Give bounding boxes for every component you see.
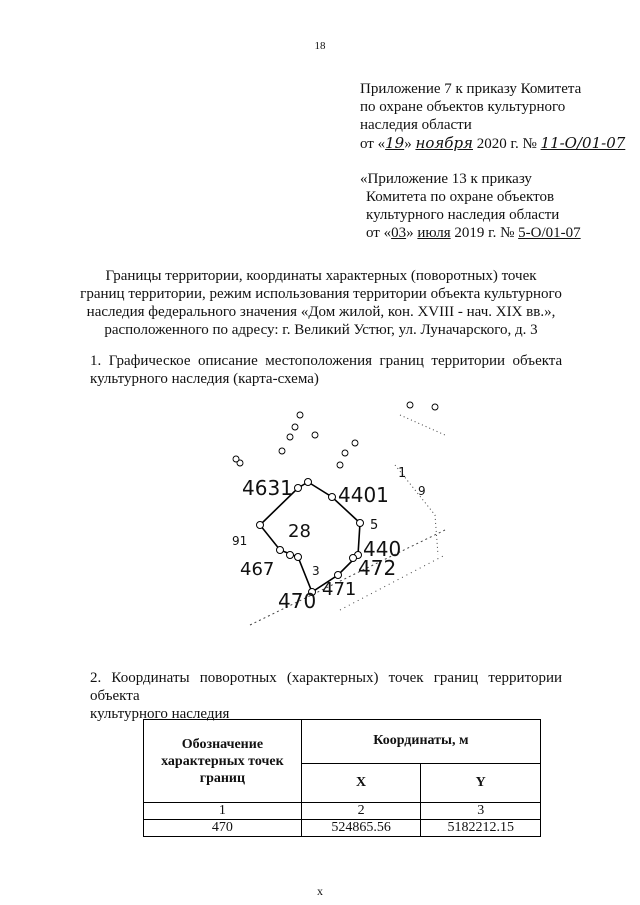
x-cell: 524865.56 xyxy=(301,820,421,837)
appendix-7-line2: по охране объектов культурного xyxy=(360,99,566,115)
date-mid: » xyxy=(406,225,414,241)
parcel-labels xyxy=(232,466,426,613)
survey-points xyxy=(233,402,438,468)
coordinates-table xyxy=(143,719,541,837)
date-day: 03 xyxy=(391,225,407,241)
parcel-28-label: 28 xyxy=(288,521,311,542)
title-line2: границ территории, режим использования территории объекта культурного xyxy=(80,286,562,302)
date-prefix: от « xyxy=(366,225,392,241)
section-1-heading xyxy=(90,352,562,388)
date-prefix: от « xyxy=(360,136,386,152)
appendix-7-line1: Приложение 7 к приказу Комитета xyxy=(360,81,582,97)
label-9: 9 xyxy=(418,484,426,498)
date-mid: » xyxy=(404,136,412,152)
boundary-map-scheme xyxy=(220,395,450,635)
point-472-label: 472 xyxy=(358,556,397,580)
label-3: 3 xyxy=(312,564,320,578)
appendix-13-line1: «Приложение 13 к приказу xyxy=(360,171,532,187)
order-number: 5-О/01-07 xyxy=(518,225,581,241)
appendix-13-date xyxy=(360,224,581,242)
label-5: 5 xyxy=(370,518,379,533)
footer-mark: x xyxy=(317,884,323,898)
title-line1: Границы территории, координаты характерных (поворотных) точек xyxy=(105,268,537,284)
date-month: июля xyxy=(417,225,451,241)
page-number: 18 xyxy=(314,40,326,52)
section-2-line1: 2. Координаты поворотных (характерных) точек границ территории объекта xyxy=(90,670,562,704)
handwritten-number: 11-О/01-07 xyxy=(540,134,626,152)
index-cell: 1 xyxy=(144,803,302,820)
appendix-13-line2: Комитета по охране объектов xyxy=(366,189,555,205)
label-1: 1 xyxy=(398,466,407,481)
index-cell: 3 xyxy=(421,803,541,820)
section-1-line2: культурного наследия (карта-схема) xyxy=(90,371,319,387)
appendix-7-header xyxy=(360,80,625,153)
section-2-heading xyxy=(90,669,562,723)
header-y: Y xyxy=(421,763,541,802)
title-line3: наследия федерального значения «Дом жилой, кон. XVIII - нач. XIX вв.», xyxy=(86,304,556,320)
point-470-label: 470 xyxy=(278,589,317,613)
index-cell: 2 xyxy=(301,803,421,820)
date-year: 2020 г. № xyxy=(476,136,537,152)
y-cell: 5182212.15 xyxy=(421,820,541,837)
appendix-7-date xyxy=(360,134,625,153)
parcel-4631-label: 4631 xyxy=(242,476,293,500)
section-2-line2: культурного наследия xyxy=(90,706,230,722)
point-440-label: 440 xyxy=(363,537,402,561)
table-header-row xyxy=(144,720,541,764)
appendix-7-line3: наследия области xyxy=(360,117,472,133)
table-row xyxy=(144,820,541,837)
title-line4: расположенного по адресу: г. Великий Устюг, ул. Луначарского, д. 3 xyxy=(104,322,538,338)
table-index-row xyxy=(144,803,541,820)
handwritten-month: ноября xyxy=(415,134,473,152)
point-467-label: 467 xyxy=(240,559,275,580)
header-coordinates: Координаты, м xyxy=(301,720,540,764)
label-91: 91 xyxy=(232,534,248,548)
date-year: 2019 г. № xyxy=(454,225,515,241)
appendix-13-header xyxy=(360,170,581,242)
header-designation: Обозначение характерных точек границ xyxy=(144,720,302,803)
section-1-line1: 1. Графическое описание местоположения границ территории объекта xyxy=(90,353,563,369)
point-471-label: 471 xyxy=(322,579,357,600)
handwritten-day: 19 xyxy=(385,134,405,152)
point-cell: 470 xyxy=(144,820,302,837)
document-title xyxy=(80,267,562,339)
header-x: X xyxy=(301,763,421,802)
appendix-13-line3: культурного наследия области xyxy=(366,207,560,223)
parcel-4401-label: 4401 xyxy=(338,483,389,507)
